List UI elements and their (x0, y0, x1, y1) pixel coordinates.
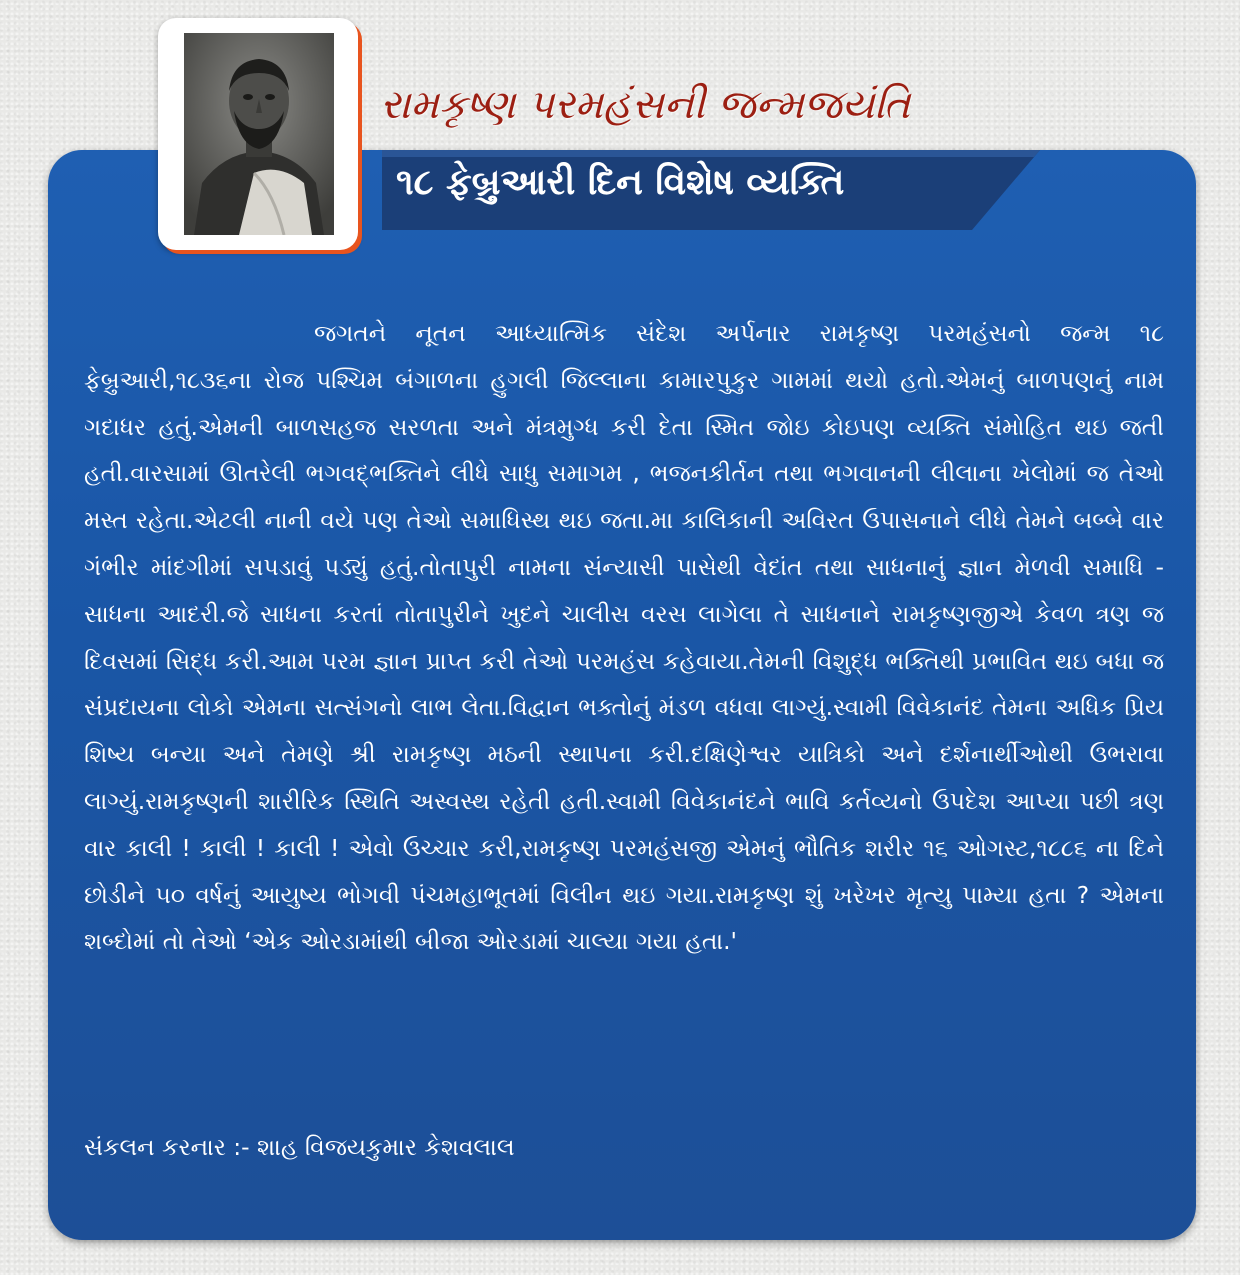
page-title: રામકૃષ્ણ પરમહંસની જન્મજયંતિ (380, 82, 911, 128)
portrait-frame (158, 18, 358, 250)
banner-label: ૧૮ ફેબ્રુઆરી દિન વિશેષ વ્યક્તિ (396, 162, 845, 203)
compiler-credit: સંકલન કરનાર :- શાહ વિજયકુમાર કેશવલાલ (84, 1133, 515, 1161)
article-body: જગતને નૂતન આધ્યાત્મિક સંદેશ અર્પનાર રામકૃષ્ણ પરમહંસનો જન્મ ૧૮ ફેબ્રુઆરી,૧૮૩૬ના રોજ પશ્ચિમ બંગાળના હુગલી જિલ્લાના કામારપુકુર ગામમાં થયો હતો.એમનું બાળપણનું નામ ગદાધર હતું.એમની બાળસહજ સરળતા અને મંત્રમુગ્ધ કરી દેતા સ્મિત જોઇ કોઇપણ વ્યક્તિ સંમોહિત થઇ જતી હતી.વારસામાં ઊતરેલી ભગવદ્ભક્તિને લીધે સાધુ સમાગમ , ભજનકીર્તન તથા ભગવાનની લીલાના ખેલોમાં જ તેઓ મસ્ત રહેતા.એટલી નાની વયે પણ તેઓ સમાધિસ્થ થઇ જતા.મા કાલિકાની અવિરત ઉપાસનાને લીધે તેમને બબ્બે વાર ગંભીર માંદગીમાં સપડાવું પડ્યું હતું.તોતાપુરી નામના સંન્યાસી પાસેથી વેદાંત તથા સાધનાનું જ્ઞાન મેળવી સમાધિ - સાધના આદરી.જે સાધના કરતાં તોતાપુરીને ખુદને ચાલીસ વરસ લાગેલા તે સાધનાને રામકૃષ્ણજીએ કેવળ ત્રણ જ દિવસમાં સિદ્ધ કરી.આમ પરમ જ્ઞાન પ્રાપ્ત કરી તેઓ પરમહંસ કહેવાયા.તેમની વિશુદ્ધ ભક્તિથી પ્રભાવિત થઇ બધા જ સંપ્રદાયના લોકો એમના સત્સંગનો લાભ લેતા.વિદ્વાન ભક્તોનું મંડળ વધવા લાગ્યું.સ્વામી વિવેકાનંદ તેમના અધિક પ્રિય શિષ્ય બન્યા અને તેમણે શ્રી રામકૃષ્ણ મઠની સ્થાપના કરી.દક્ષિણેશ્વર યાત્રિકો અને દર્શનાર્થીઓથી ઉભરાવા લાગ્યું.રામકૃષ્ણની શારીરિક સ્થિતિ અસ્વસ્થ રહેતી હતી.સ્વામી વિવેકાનંદને ભાવિ કર્તવ્યનો ઉપદેશ આપ્યા પછી ત્રણ વાર કાલી ! કાલી ! કાલી ! એવો ઉચ્ચાર કરી,રામકૃષ્ણ પરમહંસજી એમનું ભૌતિક શરીર ૧૬ ઓગસ્ટ,૧૮૮૬ ના દિને છોડીને ૫૦ વર્ષનું આયુષ્ય ભોગવી પંચમહાભૂતમાં વિલીન થઇ ગયા.રામકૃષ્ણ શું ખરેખર મૃત્યુ પામ્યા હતા ? એમના શબ્દોમાં તો તેઓ ‘એક ઓરડામાંથી બીજા ઓરડામાં ચાલ્યા ગયા હતા.' (84, 319, 1164, 956)
portrait-photo (184, 33, 334, 235)
date-banner (382, 150, 1040, 230)
